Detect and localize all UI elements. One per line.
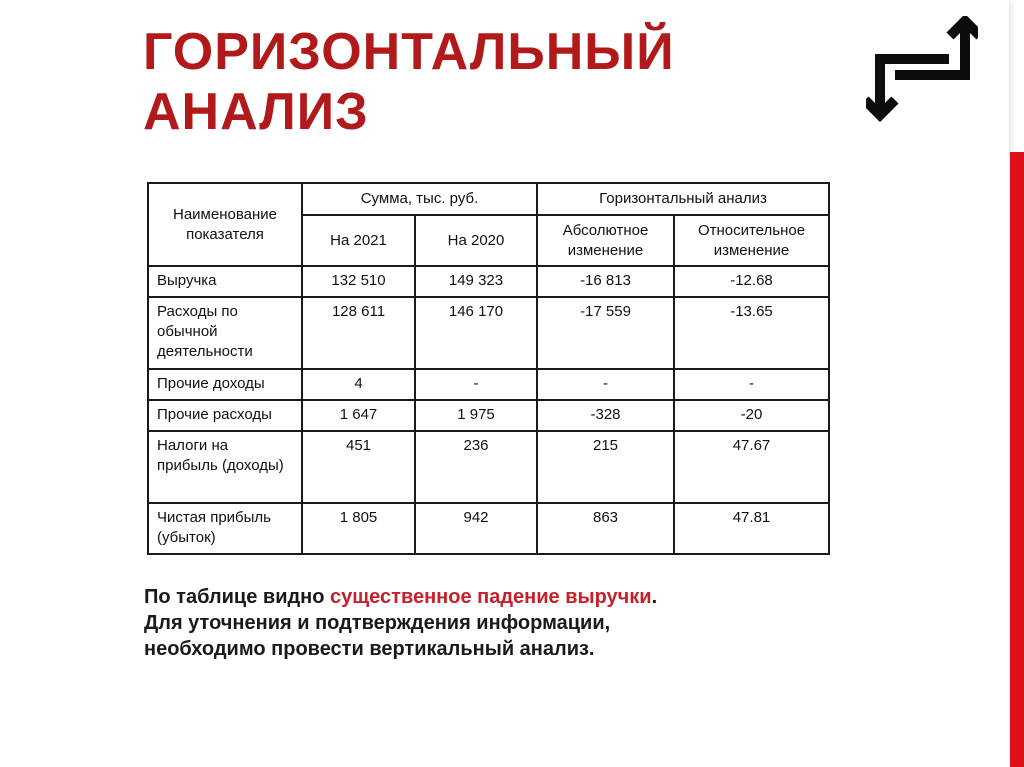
- row-name: Прочие доходы: [148, 369, 302, 400]
- cell-relative: 47.67: [674, 431, 829, 503]
- table-row: [148, 503, 829, 554]
- header-relative-change: Относительное изменение: [674, 215, 829, 266]
- cell-2021: 4: [302, 369, 415, 400]
- header-2020: На 2020: [415, 215, 537, 266]
- cell-2021: 128 611: [302, 297, 415, 369]
- cell-relative: -13.65: [674, 297, 829, 369]
- row-name: Налоги на прибыль (доходы): [148, 431, 302, 503]
- row-name: Выручка: [148, 266, 302, 297]
- cell-absolute: 215: [537, 431, 674, 503]
- analysis-table: [147, 182, 830, 555]
- header-sum-group: Сумма, тыс. руб.: [302, 183, 537, 215]
- header-name: Наименование показателя: [148, 183, 302, 266]
- cell-2021: 132 510: [302, 266, 415, 297]
- conclusion-line-2: Для уточнения и подтверждения информации,: [144, 612, 611, 634]
- table-row: [148, 369, 829, 400]
- cell-2020: 149 323: [415, 266, 537, 297]
- header-analysis-group: Горизонтальный анализ: [537, 183, 829, 215]
- header-absolute-change: Абсолютное изменение: [537, 215, 674, 266]
- conclusion-part-2: .: [651, 586, 658, 608]
- cell-2020: 1 975: [415, 400, 537, 431]
- row-name: Чистая прибыль (убыток): [148, 503, 302, 554]
- arrows-up-down-icon: [866, 16, 978, 124]
- table-row: [148, 297, 829, 369]
- cell-relative: 47.81: [674, 503, 829, 554]
- header-2021: На 2021: [302, 215, 415, 266]
- cell-absolute: 863: [537, 503, 674, 554]
- conclusion-line-3: необходимо провести вертикальный анализ.: [144, 638, 595, 660]
- conclusion-line-1: [144, 584, 844, 610]
- cell-2020: 236: [415, 431, 537, 503]
- table-row: [148, 431, 829, 503]
- cell-2020: 146 170: [415, 297, 537, 369]
- page-title: [143, 22, 783, 142]
- row-name: Расходы по обычной деятельности: [148, 297, 302, 369]
- row-name: Прочие расходы: [148, 400, 302, 431]
- cell-relative: -20: [674, 400, 829, 431]
- cell-absolute: -16 813: [537, 266, 674, 297]
- cell-2021: 1 647: [302, 400, 415, 431]
- cell-absolute: -17 559: [537, 297, 674, 369]
- conclusion-text: [144, 584, 844, 662]
- table-row: [148, 400, 829, 431]
- cell-absolute: -: [537, 369, 674, 400]
- cell-2020: 942: [415, 503, 537, 554]
- cell-relative: -12.68: [674, 266, 829, 297]
- cell-absolute: -328: [537, 400, 674, 431]
- conclusion-highlight: существенное падение выручки: [330, 586, 652, 608]
- title-line-1: ГОРИЗОНТАЛЬНЫЙ: [143, 23, 675, 81]
- cell-2021: 451: [302, 431, 415, 503]
- cell-2020: -: [415, 369, 537, 400]
- accent-bar: [1010, 152, 1024, 767]
- title-line-2: АНАЛИЗ: [143, 83, 369, 141]
- conclusion-part-1: По таблице видно: [144, 586, 331, 608]
- cell-2021: 1 805: [302, 503, 415, 554]
- cell-relative: -: [674, 369, 829, 400]
- table-row: [148, 266, 829, 297]
